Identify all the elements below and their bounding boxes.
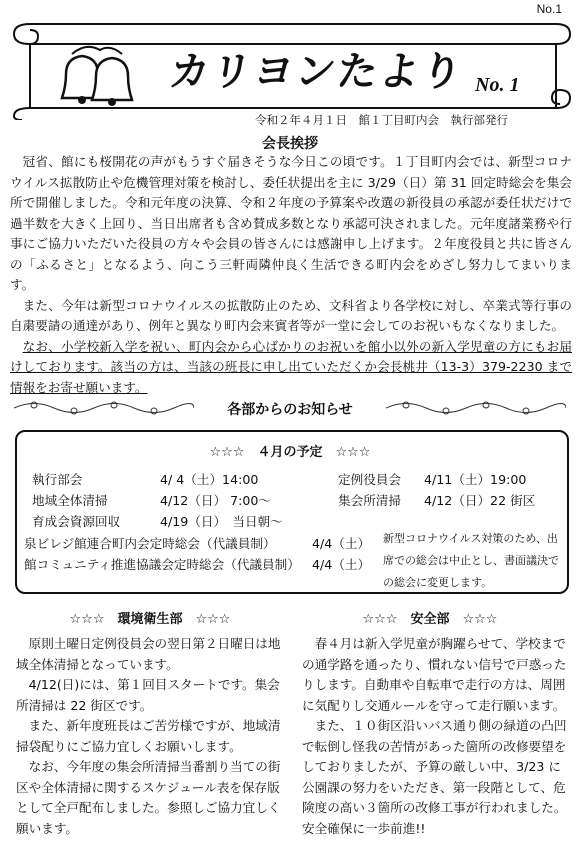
safety-paragraph: また、１０街区沿いバス通り側の緑道の凸凹で転倒し怪我の苦情があった箇所の改修要望をしておりましたが、予算の厳しい中、3/23 に公園課の努力をいただき、第一段階として、危険度の高い３箇所の改修工事が行われました。安全確保に一歩前進!! — [302, 718, 567, 836]
publication-info: 令和２年４月１日 館１丁目町内会 執行部発行 — [255, 113, 508, 127]
schedule-item-name: 定例役員会 — [338, 472, 401, 487]
bells-icon — [52, 42, 142, 110]
greeting-body — [10, 152, 572, 398]
environment-paragraph: 4/12(日)には、第１回目スタートです。集会所清掃は 22 街区です。 — [16, 677, 280, 713]
greeting-title: 会長挨拶 — [262, 136, 318, 152]
news-section-title: 各部からのお知らせ — [227, 402, 353, 418]
environment-paragraph: なお、今年度の集会所清掃当番割り当ての街区や全体清掃に関するスケジュール表を保存版として全戸配布しました。参照しご協力宜しく願います。 — [16, 759, 281, 836]
schedule-title: ☆☆☆ ４月の予定 ☆☆☆ — [209, 445, 371, 460]
schedule-item-date: 4/19（日） 当日朝～ — [160, 514, 283, 529]
schedule-item-date: 4/11（土）19:00 — [424, 472, 527, 487]
meeting-date: 4/4（土） — [312, 557, 371, 572]
schedule-item-name: 地域全体清掃 — [32, 493, 108, 508]
meeting-name: 泉ビレジ館連合町内会定時総会（代議員制） — [24, 536, 276, 551]
greeting-paragraph: また、今年は新型コロナウイルスの拡散防止のため、文科省より各学校に対し、卒業式等行事の自粛要請の通達があり、例年と異なり町内会来賓者等が一堂に会してのお祝いもなくなりました。 — [10, 297, 572, 333]
schedule-item-name: 執行部会 — [32, 472, 83, 487]
meeting-date: 4/4（土） — [312, 536, 371, 551]
environment-paragraph: また、新年度班長はご苦労様ですが、地域清掃袋配りにご協力宜しくお願いします。 — [16, 718, 281, 754]
safety-body — [302, 634, 568, 839]
environment-paragraph: 原則土曜日定例役員会の翌日第２日曜日は地域全体清掃となっています。 — [16, 636, 281, 672]
safety-title: ☆☆☆ 安全部 ☆☆☆ — [362, 612, 498, 627]
schedule-item-date: 4/ 4（土）14:00 — [160, 472, 259, 487]
schedule-item-name: 集会所清掃 — [338, 493, 401, 508]
greeting-paragraph: 冠省、館にも桜開花の声がもうすぐ届きそうな今日この頃です。１丁目町内会では、新型コロナウイルス拡散防止や危機管理対策を検討し、委任状提出を主に 3/29（日）第 31 回定時総会を集会所で開催しました。令和元年度の決算、令和２年度の予算案や改選の新役員の承認が委任状だけで過半数を大きく上回り、当日出席者も含め賛成多数となり承認可決されました。元年度諸業務や行事にご協力いただいた役員の方々や会員の皆さんには感謝申し上げます。２年度役員と共に皆さんの「ふるさと」となるよう、向こう三軒両隣仲良く生活できる町内会をめざし努力してまいります。 — [10, 154, 572, 292]
newsletter-title: カリヨンたより — [166, 49, 467, 95]
schedule-item-date: 4/12（日） 7:00～ — [160, 493, 271, 508]
environment-body — [16, 634, 284, 839]
page-number: No.1 — [536, 2, 562, 16]
schedule-item-name: 育成会資源回収 — [32, 514, 121, 529]
safety-paragraph: 春４月は新入学児童が胸躍らせて、学校までの通学路を通ったり、慣れない信号で戸惑ったりします。自動車や自転車で走行の方は、周囲に気配りし交通ルールを守って走行願います。 — [302, 636, 567, 713]
environment-title: ☆☆☆ 環境衛生部 ☆☆☆ — [69, 612, 231, 627]
schedule-note: 新型コロナウイルス対策のため、出席での総会は中止とし、書面議決での総会に変更します。 — [383, 532, 559, 589]
meeting-name: 館コミュニティ推進協議会定時総会（代議員制） — [24, 557, 300, 572]
issue-number: No. 1 — [475, 74, 520, 96]
greeting-paragraph: なお、小学校新入学を祝い、町内会から心ばかりのお祝いを館小以外の新入学児童の方にもお届けしております。該当の方は、当該の班長に申し出ていただくか会長桃井（13-3）379-2230 まで情報をお寄せ願います。 — [10, 338, 572, 395]
schedule-item-date: 4/12（日）22 街区 — [424, 493, 536, 508]
